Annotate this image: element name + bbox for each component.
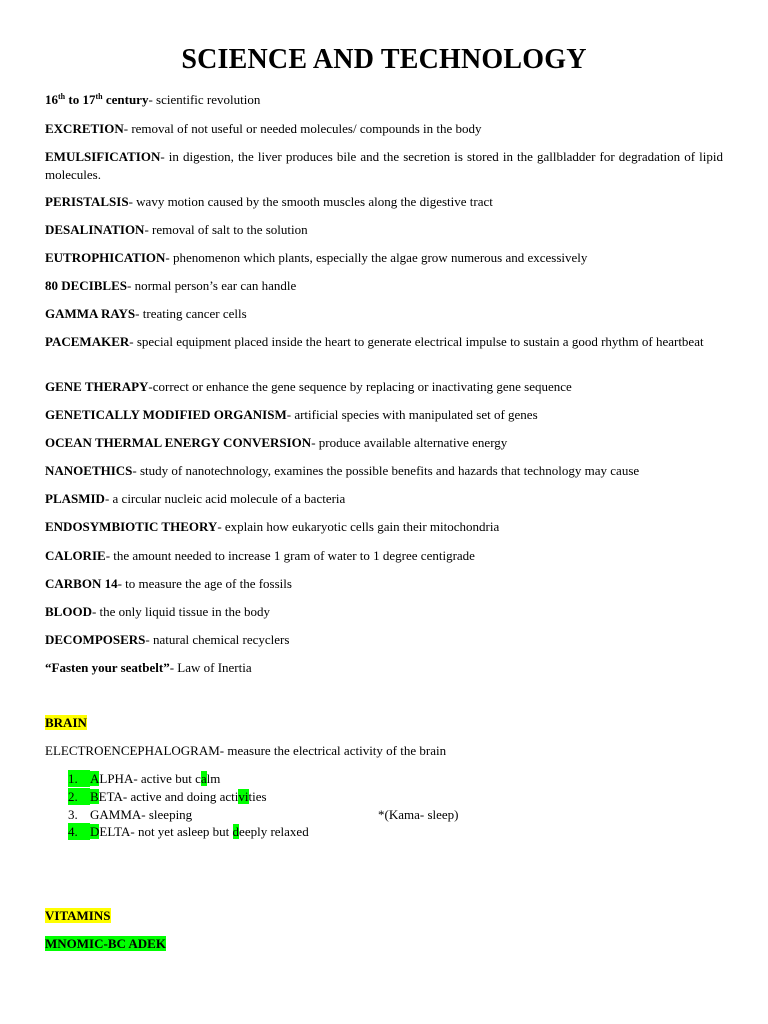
entry-desc: - wavy motion caused by the smooth muscles along the digestive tract bbox=[128, 194, 493, 209]
entry-desc: - phenomenon which plants, especially the algae grow numerous and excessively bbox=[165, 250, 588, 265]
entry-term: PACEMAKER bbox=[45, 334, 130, 349]
entry-term: GENE THERAPY bbox=[45, 379, 149, 394]
entry-desc: - special equipment placed inside the heart to generate electrical impulse to sustain a good rhythm of heartbeat bbox=[129, 334, 704, 349]
entry-decomposers bbox=[45, 631, 723, 649]
entry-calorie bbox=[45, 547, 723, 565]
entry-term: NANOETHICS bbox=[45, 463, 133, 478]
entry-term: GENETICALLY MODIFIED ORGANISM bbox=[45, 407, 287, 422]
entry-desc: - natural chemical recyclers bbox=[145, 632, 290, 647]
entry-desc: - scientific revolution bbox=[148, 92, 261, 107]
entry-gene-therapy bbox=[45, 378, 723, 396]
entry-desc: - produce available alternative energy bbox=[311, 435, 508, 450]
entry-gmo bbox=[45, 406, 723, 424]
entry-term: EUTROPHICATION bbox=[45, 250, 166, 265]
entry-term: 80 DECIBLES bbox=[45, 278, 127, 293]
entry-decibles bbox=[45, 277, 723, 295]
entry-term: CARBON 14 bbox=[45, 576, 118, 591]
entry-term: EXCRETION bbox=[45, 121, 124, 136]
entry-desc: - artificial species with manipulated set of genes bbox=[286, 407, 538, 422]
entry-desc: -correct or enhance the gene sequence by replacing or inactivating gene sequence bbox=[148, 379, 572, 394]
entry-desc: - the amount needed to increase 1 gram of water to 1 degree centigrade bbox=[105, 548, 475, 563]
entry-term: DESALINATION bbox=[45, 222, 145, 237]
entry-term: PERISTALSIS bbox=[45, 194, 129, 209]
entry-otec bbox=[45, 434, 723, 452]
entry-desc: - removal of salt to the solution bbox=[144, 222, 308, 237]
kama-note: *(Kama- sleep) bbox=[378, 807, 459, 822]
entry-desc: - Law of Inertia bbox=[169, 660, 252, 675]
entry-desc: - the only liquid tissue in the body bbox=[91, 604, 270, 619]
entry-emulsification bbox=[45, 148, 723, 184]
vitamins-mnemonic: MNOMIC-BC ADEK bbox=[45, 936, 166, 951]
entry-term: ENDOSYMBIOTIC THEORY bbox=[45, 519, 218, 534]
entry-carbon-14 bbox=[45, 575, 723, 593]
entry-term: DECOMPOSERS bbox=[45, 632, 146, 647]
entry-term: GAMMA RAYS bbox=[45, 306, 136, 321]
entry-desc: - a circular nucleic acid molecule of a bacteria bbox=[104, 491, 346, 506]
entry-term: “Fasten your seatbelt” bbox=[45, 660, 170, 675]
entry-gamma-rays bbox=[45, 305, 723, 323]
entry-eutrophication bbox=[45, 249, 723, 267]
entry-peristalsis bbox=[45, 193, 723, 211]
entry-pacemaker bbox=[45, 333, 723, 351]
list-item: 1. ALPHA- active but calm bbox=[68, 771, 221, 786]
entry-seatbelt bbox=[45, 659, 723, 677]
entry-term: PLASMID bbox=[45, 491, 105, 506]
list-item: 3. GAMMA- sleeping *(Kama- sleep) bbox=[68, 807, 459, 822]
page-title: SCIENCE AND TECHNOLOGY bbox=[181, 44, 587, 75]
list-item: 4. DELTA- not yet asleep but deeply relaxed bbox=[68, 824, 309, 839]
brain-heading: BRAIN bbox=[45, 715, 87, 730]
entry-term: OCEAN THERMAL ENERGY CONVERSION bbox=[45, 435, 312, 450]
entry-nanoethics bbox=[45, 462, 723, 480]
entry-desc: - to measure the age of the fossils bbox=[117, 576, 292, 591]
eeg-definition: ELECTROENCEPHALOGRAM- measure the electrical activity of the brain bbox=[45, 743, 447, 758]
entry-term: EMULSIFICATION bbox=[45, 149, 161, 164]
entry-desc: - explain how eukaryotic cells gain their mitochondria bbox=[217, 519, 500, 534]
entry-term: CALORIE bbox=[45, 548, 106, 563]
entry-endosymbiotic bbox=[45, 518, 723, 536]
entry-desc: - normal person’s ear can handle bbox=[127, 278, 297, 293]
entry-plasmid bbox=[45, 490, 723, 508]
list-item: 2. BETA- active and doing activities bbox=[68, 789, 267, 804]
entry-blood bbox=[45, 603, 723, 621]
entry-excretion bbox=[45, 120, 723, 138]
entry-term: BLOOD bbox=[45, 604, 92, 619]
entry-century bbox=[45, 91, 723, 109]
vitamins-heading: VITAMINS bbox=[45, 908, 111, 923]
entry-term: 16th to 17th century bbox=[45, 92, 149, 107]
entry-desc: - in digestion, the liver produces bile and the secretion is stored in the gallbladder for degradation of lipid molecules. bbox=[45, 149, 723, 182]
entry-desc: - removal of not useful or needed molecules/ compounds in the body bbox=[123, 121, 482, 136]
entry-desc: - treating cancer cells bbox=[135, 306, 247, 321]
entry-desalination bbox=[45, 221, 723, 239]
entry-desc: - study of nanotechnology, examines the possible benefits and hazards that technology may cause bbox=[132, 463, 640, 478]
